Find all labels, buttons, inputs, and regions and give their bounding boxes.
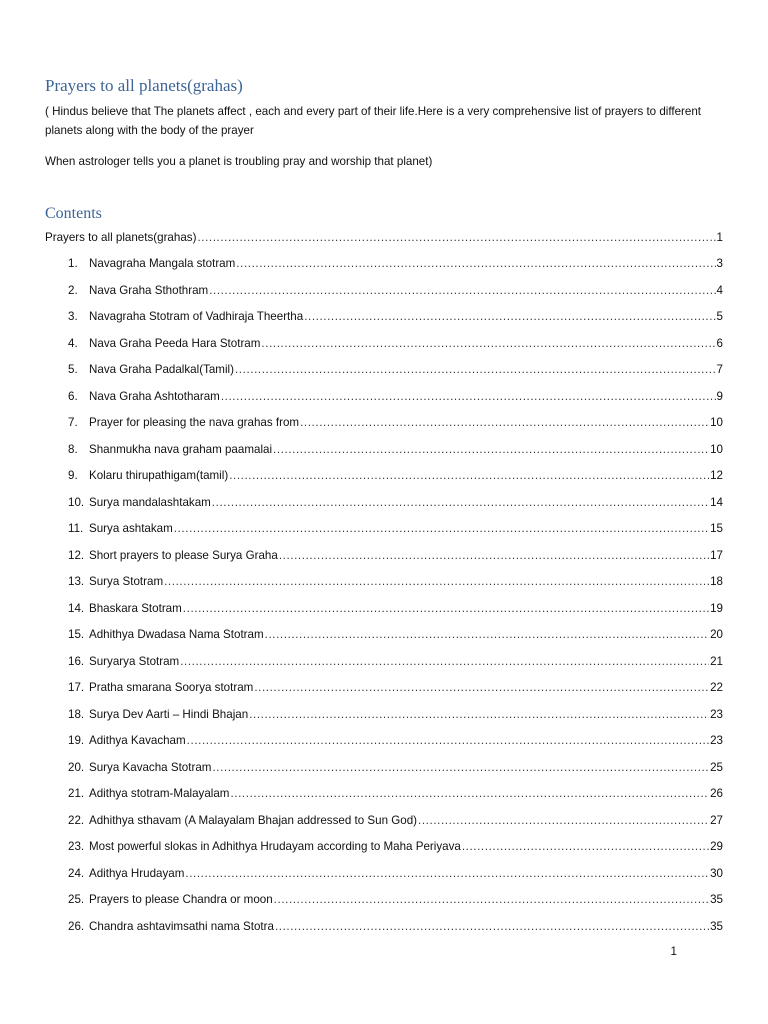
toc-dot-leader (212, 758, 709, 778)
toc-entry-page: 35 (710, 893, 723, 906)
toc-entry-label: Nava Graha Sthothram (89, 283, 209, 297)
toc-entry[interactable] (45, 546, 723, 573)
toc-dot-leader (418, 811, 709, 831)
toc-entry-page: 10 (710, 416, 723, 429)
toc-entry[interactable] (45, 599, 723, 626)
toc-entry[interactable] (45, 731, 723, 758)
toc-entry-page: 7 (716, 363, 723, 376)
toc-entry[interactable] (45, 572, 723, 599)
toc-entry-page: 23 (710, 707, 723, 721)
toc-entry[interactable] (45, 705, 723, 732)
toc-entry-label: Prayers to all planets(grahas) (45, 231, 197, 244)
toc-dot-leader (274, 890, 709, 910)
toc-entry-number: 5. (68, 363, 78, 376)
toc-entry-page: 1 (716, 231, 723, 244)
toc-entry-page: 5 (716, 310, 723, 323)
toc-entry[interactable] (45, 440, 723, 467)
toc-entry[interactable] (45, 758, 723, 785)
toc-entry-number: 15. (68, 628, 85, 641)
toc-entry-number: 20. (68, 760, 85, 774)
toc-entry-number: 17. (68, 681, 85, 694)
toc-entry-label: Navagraha Mangala stotram (89, 257, 236, 270)
toc-entry-label: Bhaskara Stotram (89, 601, 182, 615)
toc-entry-number: 3. (68, 310, 78, 323)
toc-entry-number: 18. (68, 707, 85, 721)
toc-entry-label: Nava Graha Ashtotharam (89, 389, 220, 403)
contents-heading: Contents (45, 205, 102, 222)
toc-entry-label: Prayers to please Chandra or moon (89, 893, 273, 906)
toc-entry[interactable] (45, 837, 723, 864)
toc-entry-label: Surya Kavacha Stotram (89, 760, 212, 774)
toc-dot-leader (185, 864, 709, 884)
toc-dot-leader (261, 334, 715, 354)
toc-entry-page: 18 (710, 575, 723, 588)
toc-entry-page: 20 (710, 628, 723, 641)
toc-dot-leader (275, 917, 709, 937)
toc-entry-label: Most powerful slokas in Adhithya Hrudayam according to Maha Periyava (89, 840, 461, 853)
toc-dot-leader (265, 625, 709, 645)
toc-entry[interactable] (45, 334, 723, 361)
toc-entry-page: 27 (710, 813, 723, 827)
document-page (45, 0, 723, 1024)
toc-entry-number: 19. (68, 734, 85, 747)
toc-entry-label: Adithya Hrudayam (89, 866, 185, 880)
toc-entry-label: Nava Graha Padalkal(Tamil) (89, 363, 234, 376)
toc-entry-page: 25 (710, 760, 723, 774)
toc-entry-label: Adithya stotram-Malayalam (89, 787, 230, 800)
toc-entry[interactable] (45, 652, 723, 679)
toc-entry-page: 29 (710, 840, 723, 853)
toc-entry-number: 1. (68, 257, 78, 270)
toc-entry-page: 19 (710, 601, 723, 615)
toc-entry[interactable] (45, 466, 723, 493)
toc-entry-label: Shanmukha nava graham paamalai (89, 442, 273, 456)
toc-entry[interactable] (45, 811, 723, 838)
toc-entry[interactable] (45, 493, 723, 520)
toc-dot-leader (249, 705, 709, 725)
toc-entry-number: 7. (68, 416, 78, 429)
toc-dot-leader (209, 281, 715, 301)
toc-dot-leader (254, 678, 709, 698)
toc-entry-page: 26 (710, 787, 723, 800)
toc-entry-label: Adithya Kavacham (89, 734, 186, 747)
toc-entry[interactable] (45, 307, 723, 334)
toc-entry-number: 21. (68, 787, 85, 800)
toc-entry-label: Kolaru thirupathigam(tamil) (89, 469, 229, 482)
table-of-contents (45, 228, 723, 943)
toc-dot-leader (230, 784, 709, 804)
toc-dot-leader (221, 387, 716, 407)
page-title: Prayers to all planets(grahas) (45, 76, 243, 95)
toc-entry-number: 10. (68, 495, 85, 509)
toc-entry[interactable] (45, 519, 723, 546)
toc-dot-leader (174, 519, 709, 539)
toc-entry-number: 2. (68, 283, 78, 297)
toc-entry[interactable] (45, 784, 723, 811)
toc-dot-leader (304, 307, 715, 327)
toc-entry[interactable] (45, 228, 723, 254)
toc-entry-page: 4 (716, 283, 723, 297)
toc-entry[interactable] (45, 890, 723, 917)
toc-dot-leader (197, 228, 715, 248)
toc-entry-number: 26. (68, 919, 85, 933)
toc-dot-leader (235, 360, 716, 380)
toc-entry-number: 9. (68, 469, 78, 482)
toc-entry-number: 23. (68, 840, 85, 853)
toc-entry-page: 14 (710, 495, 723, 509)
intro-paragraph: When astrologer tells you a planet is troubling pray and worship that planet) (45, 155, 433, 168)
toc-entry-page: 21 (710, 654, 723, 668)
toc-entry-number: 12. (68, 548, 85, 562)
toc-dot-leader (183, 599, 709, 619)
toc-dot-leader (236, 254, 715, 274)
toc-entry-number: 4. (68, 336, 78, 350)
toc-entry-number: 25. (68, 893, 85, 906)
toc-entry[interactable] (45, 387, 723, 414)
toc-entry[interactable] (45, 864, 723, 891)
toc-entry-page: 22 (710, 681, 723, 694)
toc-entry-page: 6 (716, 336, 723, 350)
toc-entry[interactable] (45, 281, 723, 308)
page-number: 1 (670, 945, 677, 958)
intro-paragraph: ( Hindus believe that The planets affect , each and every part of their life.Here is a very comprehensive list of prayers to different planets along with the body of the prayer (45, 105, 702, 137)
toc-entry-label: Navagraha Stotram of Vadhiraja Theertha (89, 310, 304, 323)
toc-entry-page: 12 (710, 469, 723, 482)
toc-entry-label: Surya ashtakam (89, 522, 173, 535)
toc-entry-number: 24. (68, 866, 85, 880)
toc-entry-number: 11. (68, 522, 84, 535)
toc-entry-label: Short prayers to please Surya Graha (89, 548, 278, 562)
toc-entry[interactable] (45, 254, 723, 281)
toc-entry-label: Prayer for pleasing the nava grahas from (89, 416, 300, 429)
toc-dot-leader (180, 652, 709, 672)
toc-entry-page: 23 (710, 734, 723, 747)
toc-entry-page: 15 (710, 522, 723, 535)
toc-entry-page: 10 (710, 442, 723, 456)
toc-entry-number: 8. (68, 442, 78, 456)
toc-entry[interactable] (45, 917, 723, 944)
toc-entry-page: 17 (710, 548, 723, 562)
toc-entry-page: 35 (710, 919, 723, 933)
toc-entry-number: 13. (68, 575, 85, 588)
toc-entry-page: 9 (716, 389, 723, 403)
toc-entry-number: 14. (68, 601, 85, 615)
toc-entry-number: 16. (68, 654, 85, 668)
toc-entry-page: 3 (716, 257, 723, 270)
toc-entry[interactable] (45, 625, 723, 652)
toc-dot-leader (273, 440, 709, 460)
toc-entry[interactable] (45, 678, 723, 705)
toc-entry-label: Nava Graha Peeda Hara Stotram (89, 336, 261, 350)
toc-entry-label: Surya Stotram (89, 575, 164, 588)
toc-dot-leader (229, 466, 709, 486)
toc-entry-label: Adhithya Dwadasa Nama Stotram (89, 628, 264, 641)
toc-entry-number: 6. (68, 389, 78, 403)
toc-entry-label: Chandra ashtavimsathi nama Stotra (89, 919, 274, 933)
toc-entry-number: 22. (68, 813, 85, 827)
toc-dot-leader (462, 837, 709, 857)
toc-dot-leader (279, 546, 709, 566)
toc-dot-leader (164, 572, 709, 592)
toc-entry-page: 30 (710, 866, 723, 880)
toc-dot-leader (212, 493, 709, 513)
toc-entry-label: Surya mandalashtakam (89, 495, 211, 509)
intro-text (45, 102, 721, 171)
toc-entry-label: Surya Dev Aarti – Hindi Bhajan (89, 707, 249, 721)
toc-entry-label: Pratha smarana Soorya stotram (89, 681, 254, 694)
toc-entry[interactable] (45, 413, 723, 440)
toc-dot-leader (187, 731, 709, 751)
toc-dot-leader (300, 413, 709, 433)
toc-entry-label: Suryarya Stotram (89, 654, 180, 668)
toc-entry[interactable] (45, 360, 723, 387)
toc-entry-label: Adhithya sthavam (A Malayalam Bhajan addressed to Sun God) (89, 813, 418, 827)
